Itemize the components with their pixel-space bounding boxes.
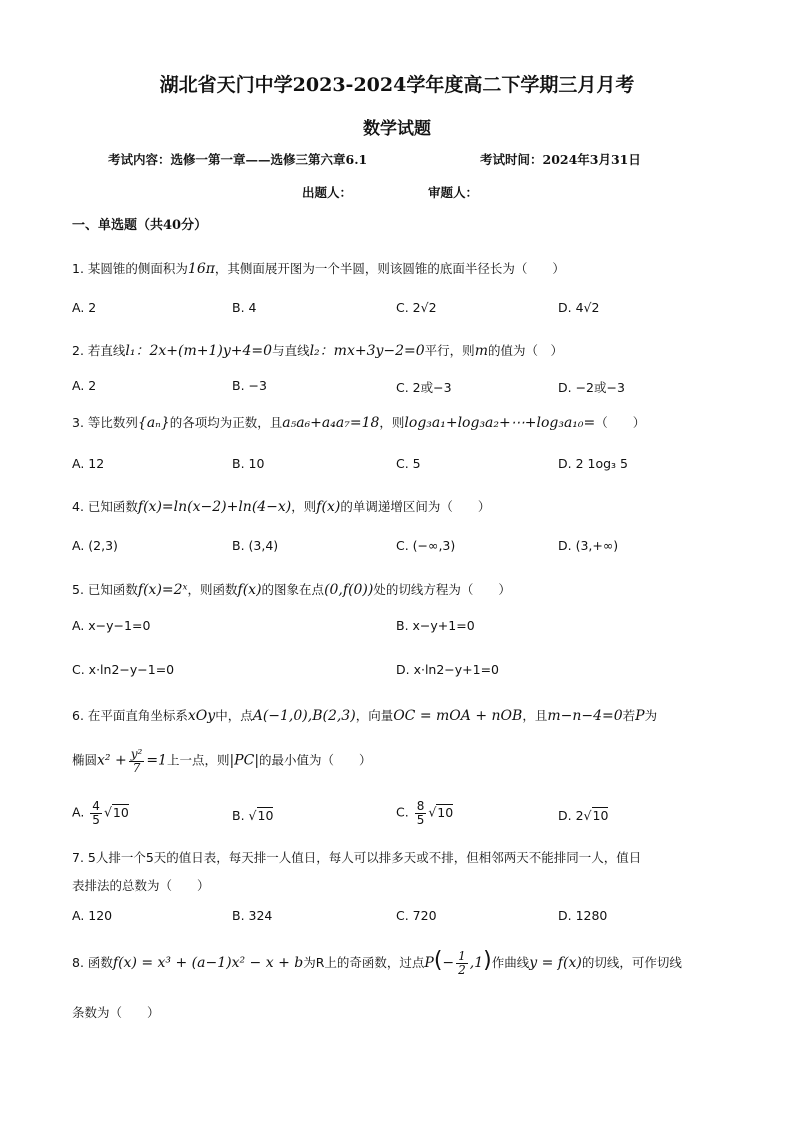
setter-label: 出题人：	[302, 185, 353, 200]
option-d: D. x·ln2−y+1=0	[396, 662, 500, 677]
math-expression: l₁：2x+(m+1)y+4=0	[125, 343, 273, 359]
radicand: 10	[112, 804, 129, 820]
fraction-numerator: 1	[458, 949, 466, 964]
radicand: 10	[437, 804, 454, 820]
fraction-denominator: 2	[458, 963, 466, 977]
math-expression: x² +	[97, 752, 127, 769]
option-c: C. x·ln2−y−1=0	[72, 662, 175, 677]
question-text: 4. 已知函数	[72, 499, 138, 514]
fraction	[90, 800, 102, 826]
option-c: C. 2或−3	[396, 380, 452, 395]
question-1	[72, 259, 565, 277]
math-expression: a₅a₆+a₄a₇=18	[282, 415, 380, 431]
option-a: A. (2,3)	[72, 538, 118, 553]
question-text: 1. 某圆锥的侧面积为	[72, 261, 188, 276]
math-expression: m−n−4=0	[547, 708, 623, 724]
fraction-numerator: y²	[130, 747, 143, 761]
math-expression: f(x)=2ˣ	[137, 582, 188, 598]
math-expression: {aₙ}	[137, 415, 170, 431]
question-text: ，则	[379, 415, 405, 430]
option-c: C. (−∞,3)	[396, 538, 456, 553]
option-b: B. √10	[232, 808, 274, 823]
question-3	[72, 413, 645, 431]
math-expression: OC = mOA + nOB	[393, 708, 523, 724]
question-7-line-2: 表排法的总数为（ ）	[72, 878, 210, 893]
question-text: （ ）	[595, 415, 646, 430]
fraction-denominator: 5	[92, 812, 100, 827]
question-text: 3. 等比数列	[72, 415, 138, 430]
exam-title: 湖北省天门中学2023-2024学年度高二下学期三月月考	[159, 74, 635, 96]
math-expression: (0,f(0))	[324, 582, 374, 598]
math-expression: f(x)	[237, 582, 262, 598]
question-text: 与直线	[272, 343, 310, 358]
question-text: ，则函数	[187, 582, 238, 597]
option-a: A. 12	[72, 456, 105, 471]
section-title: 一、单选题（共40分）	[72, 218, 208, 233]
fraction-denominator: 7	[132, 760, 141, 775]
question-text: 平行，则	[424, 343, 475, 358]
option-d: D. 4√2	[558, 300, 600, 315]
math-expression: f(x) = x³ + (a−1)x² − x + b	[112, 955, 304, 971]
fraction	[456, 950, 468, 976]
question-text: 若	[622, 708, 636, 723]
option-b: B. −3	[232, 378, 267, 393]
option-c: C. $\frac{8}{5}$ √10	[396, 799, 454, 827]
option-d: D. 2 1og₃ 5	[558, 456, 628, 471]
question-text: 为R上的奇函数，过点	[303, 955, 425, 970]
reviewer-label: 审题人：	[428, 185, 479, 200]
question-text: 8. 函数	[72, 955, 113, 970]
question-text: ，其侧面展开图为一个半圆，则该圆锥的底面半径长为（ ）	[214, 261, 565, 276]
question-text: 的值为（ ）	[487, 343, 563, 358]
question-text: ，且	[522, 708, 548, 723]
question-8: 8. 函数f(x) = x³ + (a−1)x² − x + b为R上的奇函数，过点P(− $\frac{1}{2}$ ,1)作曲线y = f(x)的切线，可作切线	[72, 948, 682, 977]
math-expression: −	[442, 955, 455, 971]
option-c: C. 2√2	[396, 300, 437, 315]
option-c: C. 720	[396, 908, 437, 923]
question-text: 5. 已知函数	[72, 582, 138, 597]
question-text: ，向量	[355, 708, 394, 723]
question-text: ，则	[291, 499, 317, 514]
math-expression: P	[635, 708, 645, 724]
question-text: 上一点，则	[166, 752, 230, 768]
question-4	[72, 497, 490, 515]
math-expression: y = f(x)	[529, 955, 582, 971]
question-2	[72, 340, 563, 360]
question-text: 2. 若直线	[72, 343, 126, 358]
question-6	[72, 706, 657, 724]
math-expression: ,1	[469, 955, 484, 971]
option-letter: B.	[232, 808, 245, 823]
question-text: 作曲线	[491, 955, 530, 970]
question-text: 为	[644, 708, 658, 723]
question-text: 椭圆	[72, 752, 98, 768]
option-b: B. (3,4)	[232, 538, 279, 553]
question-text: 的切线，可作切线	[581, 955, 682, 970]
radicand: 10	[257, 808, 274, 823]
math-expression: f(x)=ln(x−2)+ln(4−x)	[137, 499, 292, 515]
option-a: A. 120	[72, 908, 113, 923]
question-text: 的单调递增区间为（ ）	[340, 499, 491, 514]
math-expression: A(−1,0),B(2,3)	[252, 708, 356, 724]
exam-subtitle: 数学试题	[363, 119, 431, 139]
fraction-numerator: 8	[416, 799, 425, 813]
question-text: 处的切线方程为（ ）	[373, 582, 511, 597]
math-expression: f(x)	[316, 499, 341, 515]
question-text: 的各项均为正数，且	[169, 415, 283, 430]
option-a: A. 2	[72, 378, 97, 393]
question-7: 7. 5人排一个5天的值日表，每天排一人值日，每人可以排多天或不排，但相邻两天不能排同一人，值日	[72, 850, 642, 865]
question-8-line-2: 条数为（ ）	[72, 1005, 160, 1020]
fraction-numerator: 4	[92, 799, 100, 813]
option-d: D. 1280	[558, 908, 608, 923]
radicand: 10	[592, 808, 609, 823]
math-expression: log₃a₁+log₃a₂+⋯+log₃a₁₀=	[404, 415, 596, 431]
option-a: A. x−y−1=0	[72, 618, 151, 633]
option-c: C. 5	[396, 456, 421, 471]
math-expression: xOy	[187, 708, 216, 724]
option-b: B. 4	[232, 300, 257, 315]
fraction	[415, 800, 427, 826]
option-a: A. $\frac{4}{5}$ √10	[72, 799, 129, 827]
question-text: 6. 在平面直角坐标系	[72, 708, 188, 723]
option-letter: A.	[72, 804, 85, 820]
option-d: D. 2√10	[558, 808, 609, 823]
option-d: D. (3,+∞)	[558, 538, 619, 553]
math-expression: 16π	[187, 261, 215, 277]
question-text: 的最小值为（ ）	[259, 752, 372, 768]
question-6-line-2	[72, 748, 372, 774]
option-letter: D.	[558, 808, 572, 823]
question-text: 的图象在点	[261, 582, 325, 597]
question-5	[72, 580, 511, 598]
math-expression: l₂：mx+3y−2=0	[309, 343, 425, 359]
math-expression: |PC|	[229, 752, 260, 769]
option-a: A. 2	[72, 300, 97, 315]
question-text: 中，点	[215, 708, 253, 723]
exam-content: 考试内容：选修一第一章——选修三第六章6.1	[108, 152, 368, 167]
fraction-denominator: 5	[416, 812, 425, 827]
fraction	[129, 748, 145, 774]
math-expression: P	[424, 955, 434, 971]
option-b: B. 10	[232, 456, 265, 471]
option-d: D. −2或−3	[558, 380, 625, 395]
option-b: B. x−y+1=0	[396, 618, 475, 633]
math-expression: m	[474, 343, 488, 359]
option-letter: C.	[396, 804, 409, 820]
math-expression: =1	[146, 752, 167, 769]
exam-time: 考试时间：2024年3月31日	[480, 152, 641, 167]
coefficient: 2	[575, 808, 584, 823]
option-b: B. 324	[232, 908, 273, 923]
